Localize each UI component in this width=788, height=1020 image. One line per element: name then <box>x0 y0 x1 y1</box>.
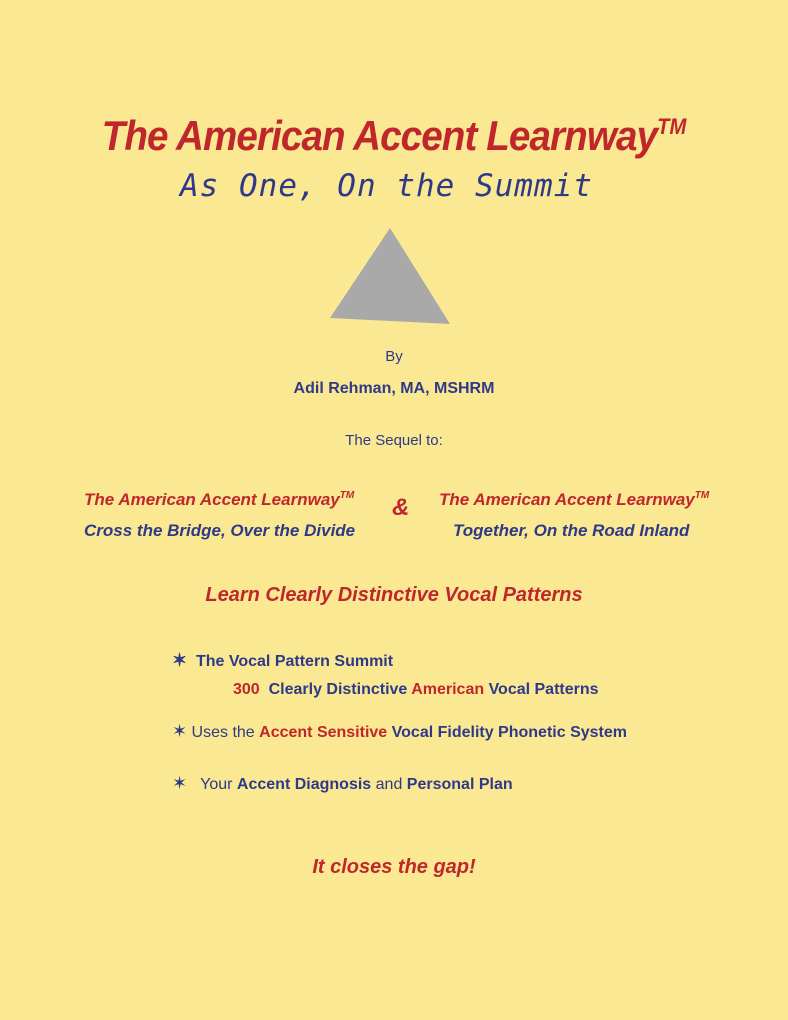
prequel-1-tm: TM <box>339 490 355 501</box>
author-name: Adil Rehman, MA, MSHRM <box>293 380 495 397</box>
prequel-book-2 <box>439 480 709 546</box>
tagline: Learn Clearly Distinctive Vocal Patterns <box>205 584 583 606</box>
feature-2-text-c: Vocal Fidelity Phonetic System <box>391 724 627 741</box>
by-label: By <box>385 348 403 365</box>
trademark-mark: TM <box>657 114 687 139</box>
star-bullet-icon: ✶ <box>172 773 188 793</box>
book-title-text: The American Accent Learnway <box>101 112 658 159</box>
star-bullet-icon: ✶ <box>172 721 188 741</box>
feature-3-text-d: Personal Plan <box>406 776 513 793</box>
detail-text-b: American <box>411 681 485 698</box>
prequel-book-1 <box>84 480 355 546</box>
closing-line: It closes the gap! <box>312 856 476 878</box>
pattern-count: 300 <box>233 681 260 698</box>
feature-summit-text: The Vocal Pattern Summit <box>195 653 394 670</box>
prequel-1-title-text: The American Accent Learnway <box>84 490 340 509</box>
detail-text-a: Clearly Distinctive <box>268 681 408 698</box>
prequel-1-title <box>84 480 355 515</box>
feature-2-text-b: Accent Sensitive <box>259 724 388 741</box>
feature-diagnosis <box>172 773 513 794</box>
prequel-2-subtitle: Together, On the Road Inland <box>453 521 690 540</box>
feature-3-text-c: and <box>375 776 403 793</box>
summit-triangle-icon <box>330 228 450 324</box>
prequel-2-title <box>439 480 709 515</box>
sequel-label: The Sequel to: <box>345 432 443 449</box>
feature-2-text-a: Uses the <box>191 724 255 741</box>
ampersand: & <box>392 494 410 521</box>
star-bullet-icon: ✶ <box>172 650 188 670</box>
prequel-1-subtitle: Cross the Bridge, Over the Divide <box>84 521 356 540</box>
prequel-2-tm: TM <box>694 490 710 501</box>
feature-summit-detail <box>233 681 599 699</box>
feature-phonetic-system <box>172 721 627 742</box>
prequel-2-title-text: The American Accent Learnway <box>439 490 695 509</box>
book-subtitle: As One, On the Summit <box>180 168 593 204</box>
feature-3-text-b: Accent Diagnosis <box>236 776 372 793</box>
detail-text-c: Vocal Patterns <box>488 681 599 698</box>
book-title <box>32 112 757 160</box>
feature-summit <box>172 650 393 671</box>
feature-3-text-a: Your <box>200 776 233 793</box>
